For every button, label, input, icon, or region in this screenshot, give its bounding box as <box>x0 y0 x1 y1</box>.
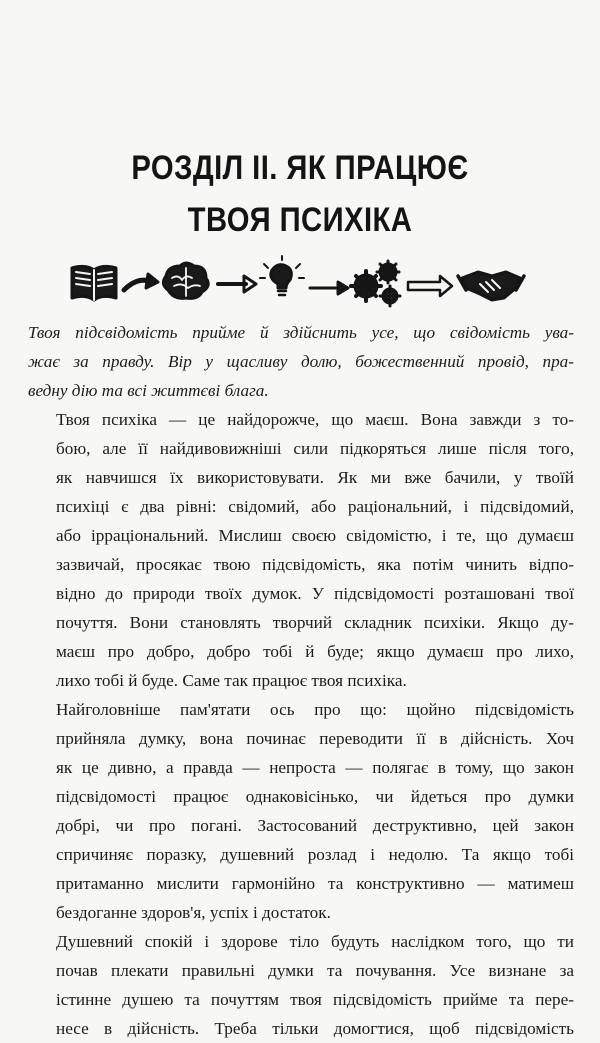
text-line: психіці є два рівні: свідомий, або раціональний, і підсвідомий, <box>56 497 574 516</box>
book-icon <box>72 266 116 300</box>
text-line: лихо тобі й буде. Саме так працює твоя психіка. <box>56 671 407 690</box>
chapter-icon-strip <box>68 254 538 310</box>
text-line: прийняла думку, вона починає переводити її в дійсність. Хоч <box>56 729 574 748</box>
text-line: почуття. Вони становлять творчий складник психіки. Якщо ду- <box>56 613 574 632</box>
text-line: Душевний спокій і здорове тіло будуть наслідком того, що ти <box>56 932 574 951</box>
chapter-title <box>42 142 558 246</box>
body-paragraph <box>28 695 574 927</box>
text-line: Найголовніше пам'ятати ось про що: щойно підсвідомість <box>56 700 574 719</box>
text-line: маєш про добро, добро тобі й буде; якщо думаєш про лихо, <box>56 642 574 661</box>
arrow-icon <box>218 276 256 292</box>
text-line: зазвичай, просякає твою підсвідомість, яка потім чинить відпо- <box>56 555 574 574</box>
text-line: або ірраціональний. Мислиш своєю свідомістю, і те, що думаєш <box>56 526 574 545</box>
text-line: притаманно мислити гармонійно та конструктивно — матимеш <box>56 874 574 893</box>
text-line: Твоя психіка — це найдорожче, що маєш. Вона завжди з то- <box>56 410 574 429</box>
handshake-icon <box>458 272 524 300</box>
text-line: істинне душею та почуттям твоя підсвідомість прийме та пере- <box>56 990 574 1009</box>
text-line: бою, але її найдивовижніші сили підкоряться лише після того, <box>56 439 574 458</box>
body-paragraph <box>28 405 574 695</box>
text-line: як це дивно, а правда — непроста — полягає в тому, що закон <box>56 758 574 777</box>
gears-icon <box>351 261 400 306</box>
lead-paragraph <box>28 318 574 405</box>
brain-icon <box>163 263 208 298</box>
text-line: спричиняє поразку, душевний розлад і недолю. Та якщо тобі <box>56 845 574 864</box>
text-line: добрі, чи про погані. Застосований деструктивно, цей закон <box>56 816 574 835</box>
body-paragraph <box>28 927 574 1043</box>
text-line: бездоганне здоров'я, успіх і достаток. <box>56 903 331 922</box>
chapter-body <box>28 318 574 1043</box>
text-line: Твоя підсвідомість прийме й здійснить усе, що свідомість ува- <box>28 323 574 342</box>
text-line: несе в дійсність. Треба тільки домогтися, щоб підсвідомість <box>56 1019 574 1038</box>
text-line: підсвідомості працює однаковісінько, чи йдеться про думки <box>56 787 574 806</box>
text-line: жає за правду. Вір у щасливу долю, божественний провід, пра- <box>28 352 574 371</box>
arrow-icon <box>408 276 452 296</box>
chapter-title-line-1: РОЗДІЛ ІІ. ЯК ПРАЦЮЄ <box>131 149 469 187</box>
chapter-title-line-2: ТВОЯ ПСИХІКА <box>187 201 413 239</box>
text-line: почав плекати правильні думки та почування. Усе визнане за <box>56 961 574 980</box>
text-line: як навчишся їх використовувати. Як ми вже бачили, у твоїй <box>56 468 574 487</box>
arrow-icon <box>124 274 158 290</box>
lightbulb-icon <box>260 256 304 295</box>
arrow-icon <box>310 282 348 294</box>
text-line: відно до природи твоїх думок. У підсвідомості розташовані твої <box>56 584 574 603</box>
text-line: ведну дію та всі життєві блага. <box>28 381 269 400</box>
